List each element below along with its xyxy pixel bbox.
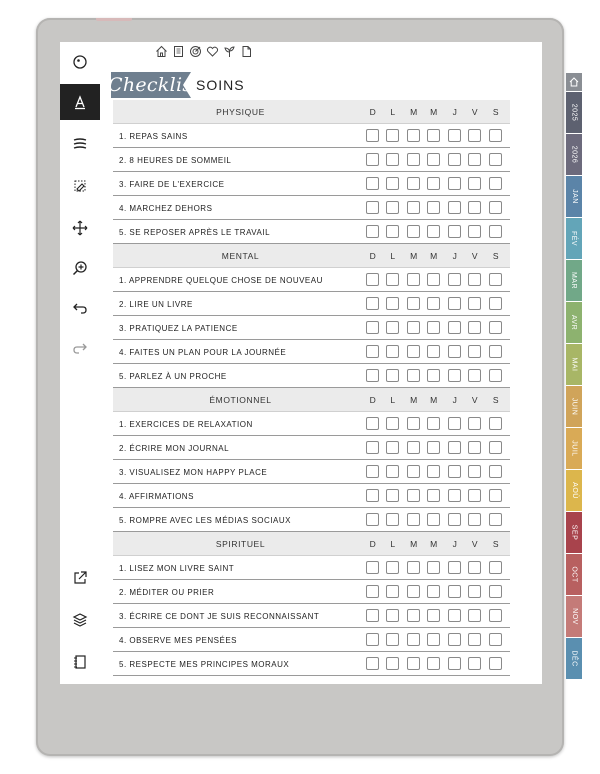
item-label: 1. APPRENDRE QUELQUE CHOSE DE NOUVEAU bbox=[119, 276, 323, 285]
tab-home[interactable] bbox=[566, 73, 582, 91]
day-checkbox[interactable] bbox=[427, 345, 440, 358]
day-checkbox[interactable] bbox=[427, 153, 440, 166]
day-checkbox[interactable] bbox=[468, 489, 481, 502]
day-checkbox[interactable] bbox=[468, 513, 481, 526]
export-icon bbox=[72, 570, 88, 586]
day-checkbox[interactable] bbox=[386, 177, 399, 190]
day-checkbox[interactable] bbox=[448, 657, 461, 670]
day-checkbox[interactable] bbox=[427, 225, 440, 238]
zoom-button[interactable] bbox=[60, 250, 100, 286]
tab-label: AVR bbox=[570, 314, 578, 331]
tab-fév[interactable] bbox=[566, 218, 582, 259]
day-checkbox[interactable] bbox=[386, 609, 399, 622]
day-checkbox[interactable] bbox=[448, 585, 461, 598]
table-row bbox=[113, 364, 510, 388]
device-notch bbox=[96, 18, 132, 21]
section-header bbox=[113, 532, 510, 556]
redo-button[interactable] bbox=[60, 330, 100, 366]
section-name: MENTAL bbox=[221, 251, 260, 261]
tab-jan[interactable] bbox=[566, 176, 582, 217]
day-checkbox[interactable] bbox=[407, 441, 420, 454]
item-label: 1. LISEZ MON LIVRE SAINT bbox=[119, 564, 235, 573]
stroke-tool-button[interactable] bbox=[60, 126, 100, 162]
day-label: M bbox=[410, 251, 418, 261]
day-checkbox[interactable] bbox=[407, 585, 420, 598]
day-checkbox[interactable] bbox=[407, 369, 420, 382]
day-checkbox[interactable] bbox=[386, 297, 399, 310]
day-checkbox[interactable] bbox=[489, 465, 502, 478]
table-row bbox=[113, 268, 510, 292]
tab-juil[interactable] bbox=[566, 428, 582, 469]
day-label: L bbox=[390, 107, 396, 117]
tab-sep[interactable] bbox=[566, 512, 582, 553]
day-checkbox[interactable] bbox=[468, 297, 481, 310]
day-checkbox[interactable] bbox=[386, 585, 399, 598]
tab-label: DÉC bbox=[570, 650, 578, 667]
day-checkbox[interactable] bbox=[427, 561, 440, 574]
day-checkbox[interactable] bbox=[366, 609, 379, 622]
day-label: D bbox=[369, 395, 377, 405]
day-checkbox[interactable] bbox=[386, 633, 399, 646]
day-checkbox[interactable] bbox=[489, 633, 502, 646]
home-icon bbox=[569, 77, 579, 87]
day-checkbox[interactable] bbox=[407, 609, 420, 622]
item-label: 4. AFFIRMATIONS bbox=[119, 492, 194, 501]
day-checkbox[interactable] bbox=[366, 561, 379, 574]
day-checkbox[interactable] bbox=[386, 417, 399, 430]
day-checkbox[interactable] bbox=[366, 297, 379, 310]
day-checkbox[interactable] bbox=[427, 321, 440, 334]
layers-icon bbox=[72, 612, 88, 628]
day-checkbox[interactable] bbox=[427, 177, 440, 190]
day-checkbox[interactable] bbox=[427, 465, 440, 478]
day-checkbox[interactable] bbox=[386, 273, 399, 286]
day-checkbox[interactable] bbox=[366, 273, 379, 286]
tab-mai[interactable] bbox=[566, 344, 582, 385]
heart-icon[interactable] bbox=[206, 45, 219, 58]
checklist-table bbox=[113, 100, 510, 676]
tab-juin[interactable] bbox=[566, 386, 582, 427]
redo-icon bbox=[72, 340, 88, 356]
day-checkbox[interactable] bbox=[448, 177, 461, 190]
day-checkbox[interactable] bbox=[427, 129, 440, 142]
tab-avr[interactable] bbox=[566, 302, 582, 343]
table-row bbox=[113, 508, 510, 532]
day-checkbox[interactable] bbox=[366, 585, 379, 598]
tab-oct[interactable] bbox=[566, 554, 582, 595]
tab-label: MAI bbox=[570, 357, 578, 372]
day-label: S bbox=[492, 251, 500, 261]
day-label: M bbox=[430, 107, 438, 117]
day-checkbox[interactable] bbox=[489, 657, 502, 670]
item-label: 2. 8 HEURES DE SOMMEIL bbox=[119, 156, 232, 165]
day-checkbox[interactable] bbox=[468, 153, 481, 166]
day-checkbox[interactable] bbox=[427, 417, 440, 430]
section-name: SPIRITUEL bbox=[215, 539, 266, 549]
pen-tool-button[interactable] bbox=[60, 84, 100, 120]
day-checkbox[interactable] bbox=[366, 633, 379, 646]
tab-label: MAR bbox=[570, 271, 578, 290]
day-checkbox[interactable] bbox=[448, 561, 461, 574]
day-checkbox[interactable] bbox=[448, 297, 461, 310]
tab-déc[interactable] bbox=[566, 638, 582, 679]
tablet-device bbox=[36, 18, 578, 756]
day-checkbox[interactable] bbox=[366, 201, 379, 214]
day-label: J bbox=[452, 251, 458, 261]
day-checkbox[interactable] bbox=[407, 225, 420, 238]
table-row bbox=[113, 220, 510, 244]
section-name: PHYSIQUE bbox=[216, 107, 265, 117]
day-checkbox[interactable] bbox=[468, 177, 481, 190]
day-checkbox[interactable] bbox=[366, 153, 379, 166]
day-checkbox[interactable] bbox=[407, 129, 420, 142]
day-checkbox[interactable] bbox=[468, 417, 481, 430]
day-checkbox[interactable] bbox=[366, 441, 379, 454]
day-checkbox[interactable] bbox=[448, 153, 461, 166]
day-checkbox[interactable] bbox=[468, 609, 481, 622]
day-checkbox[interactable] bbox=[468, 225, 481, 238]
tab-label: SEP bbox=[570, 524, 578, 541]
home-icon[interactable] bbox=[155, 45, 168, 58]
day-label: M bbox=[410, 107, 418, 117]
day-checkbox[interactable] bbox=[427, 297, 440, 310]
page-title: SOINS bbox=[196, 77, 245, 93]
day-label: L bbox=[390, 539, 396, 549]
target-icon[interactable] bbox=[189, 45, 202, 58]
day-checkbox[interactable] bbox=[427, 657, 440, 670]
day-checkbox[interactable] bbox=[448, 417, 461, 430]
move-icon bbox=[72, 220, 88, 236]
day-checkbox[interactable] bbox=[366, 657, 379, 670]
day-checkbox[interactable] bbox=[386, 129, 399, 142]
day-checkbox[interactable] bbox=[407, 513, 420, 526]
day-checkbox[interactable] bbox=[407, 273, 420, 286]
day-label: J bbox=[452, 539, 458, 549]
table-row bbox=[113, 580, 510, 604]
top-nav-icons bbox=[155, 45, 253, 58]
day-checkbox[interactable] bbox=[448, 609, 461, 622]
item-label: 2. ÉCRIRE MON JOURNAL bbox=[119, 444, 230, 453]
day-checkbox[interactable] bbox=[407, 489, 420, 502]
item-label: 3. FAIRE DE L'EXERCICE bbox=[119, 180, 225, 189]
day-checkbox[interactable] bbox=[489, 417, 502, 430]
day-checkbox[interactable] bbox=[407, 633, 420, 646]
day-checkbox[interactable] bbox=[386, 465, 399, 478]
table-row bbox=[113, 652, 510, 676]
day-label: M bbox=[430, 395, 438, 405]
day-checkbox[interactable] bbox=[427, 585, 440, 598]
day-label: M bbox=[410, 395, 418, 405]
day-checkbox[interactable] bbox=[489, 129, 502, 142]
day-checkbox[interactable] bbox=[448, 633, 461, 646]
item-label: 4. MARCHEZ DEHORS bbox=[119, 204, 213, 213]
day-checkbox[interactable] bbox=[366, 345, 379, 358]
zoom-in-icon bbox=[72, 260, 88, 276]
section-name: ÉMOTIONNEL bbox=[209, 395, 272, 405]
circle-menu-icon bbox=[72, 54, 88, 70]
day-label: J bbox=[452, 107, 458, 117]
table-row bbox=[113, 316, 510, 340]
day-checkbox[interactable] bbox=[366, 513, 379, 526]
day-checkbox[interactable] bbox=[468, 561, 481, 574]
day-checkbox[interactable] bbox=[489, 441, 502, 454]
day-label: V bbox=[471, 539, 479, 549]
day-checkbox[interactable] bbox=[448, 489, 461, 502]
tab-label: JUIN bbox=[570, 397, 578, 416]
day-label: L bbox=[390, 251, 396, 261]
day-checkbox[interactable] bbox=[468, 633, 481, 646]
notebook-icon bbox=[72, 654, 88, 670]
page-icon[interactable] bbox=[240, 45, 253, 58]
day-checkbox[interactable] bbox=[366, 321, 379, 334]
menu-button[interactable] bbox=[60, 44, 100, 80]
day-checkbox[interactable] bbox=[427, 513, 440, 526]
day-checkbox[interactable] bbox=[366, 177, 379, 190]
day-label: V bbox=[471, 395, 479, 405]
screen bbox=[60, 42, 578, 684]
day-label: J bbox=[452, 395, 458, 405]
tab-aoû[interactable] bbox=[566, 470, 582, 511]
table-row bbox=[113, 604, 510, 628]
tab-label: AOÛ bbox=[570, 482, 578, 499]
day-checkbox[interactable] bbox=[366, 129, 379, 142]
day-checkbox[interactable] bbox=[386, 489, 399, 502]
table-row bbox=[113, 556, 510, 580]
item-label: 1. REPAS SAINS bbox=[119, 132, 188, 141]
item-label: 3. PRATIQUEZ LA PATIENCE bbox=[119, 324, 238, 333]
day-checkbox[interactable] bbox=[407, 297, 420, 310]
day-checkbox[interactable] bbox=[448, 441, 461, 454]
section-header bbox=[113, 244, 510, 268]
day-checkbox[interactable] bbox=[386, 441, 399, 454]
day-checkbox[interactable] bbox=[468, 441, 481, 454]
eraser-tool-button[interactable] bbox=[60, 168, 100, 204]
day-checkbox[interactable] bbox=[489, 177, 502, 190]
tab-2025[interactable] bbox=[566, 92, 582, 133]
day-checkbox[interactable] bbox=[386, 225, 399, 238]
day-checkbox[interactable] bbox=[386, 369, 399, 382]
share-button[interactable] bbox=[60, 560, 100, 596]
item-label: 4. FAITES UN PLAN POUR LA JOURNÉE bbox=[119, 348, 287, 357]
day-checkbox[interactable] bbox=[468, 201, 481, 214]
day-label: M bbox=[430, 539, 438, 549]
table-row bbox=[113, 124, 510, 148]
table-row bbox=[113, 292, 510, 316]
day-checkbox[interactable] bbox=[489, 153, 502, 166]
tab-label: 2026 bbox=[570, 145, 578, 164]
table-row bbox=[113, 148, 510, 172]
day-checkbox[interactable] bbox=[407, 345, 420, 358]
day-checkbox[interactable] bbox=[489, 585, 502, 598]
day-label: V bbox=[471, 251, 479, 261]
item-label: 2. LIRE UN LIVRE bbox=[119, 300, 193, 309]
day-label: M bbox=[430, 251, 438, 261]
day-checkbox[interactable] bbox=[468, 465, 481, 478]
tab-nov[interactable] bbox=[566, 596, 582, 637]
month-tabs bbox=[566, 73, 582, 680]
day-checkbox[interactable] bbox=[448, 201, 461, 214]
day-checkbox[interactable] bbox=[489, 273, 502, 286]
tab-2026[interactable] bbox=[566, 134, 582, 175]
tab-label: 2025 bbox=[570, 103, 578, 122]
section-header bbox=[113, 388, 510, 412]
day-checkbox[interactable] bbox=[366, 465, 379, 478]
day-checkbox[interactable] bbox=[427, 369, 440, 382]
day-label: S bbox=[492, 539, 500, 549]
day-checkbox[interactable] bbox=[448, 273, 461, 286]
day-checkbox[interactable] bbox=[448, 321, 461, 334]
tab-label: FÉV bbox=[570, 230, 578, 247]
day-checkbox[interactable] bbox=[468, 129, 481, 142]
item-label: 4. OBSERVE MES PENSÉES bbox=[119, 636, 238, 645]
notebook-icon[interactable] bbox=[172, 45, 185, 58]
undo-button[interactable] bbox=[60, 290, 100, 326]
table-row bbox=[113, 460, 510, 484]
lines-icon bbox=[72, 136, 88, 152]
item-label: 5. ROMPRE AVEC LES MÉDIAS SOCIAUX bbox=[119, 516, 291, 525]
pen-tip-icon bbox=[72, 94, 88, 110]
day-label: D bbox=[369, 539, 377, 549]
day-checkbox[interactable] bbox=[407, 561, 420, 574]
day-checkbox[interactable] bbox=[489, 489, 502, 502]
section-header bbox=[113, 100, 510, 124]
day-checkbox[interactable] bbox=[407, 465, 420, 478]
day-checkbox[interactable] bbox=[427, 633, 440, 646]
eraser-icon bbox=[72, 178, 88, 194]
day-checkbox[interactable] bbox=[427, 609, 440, 622]
day-label: S bbox=[492, 395, 500, 405]
day-checkbox[interactable] bbox=[407, 201, 420, 214]
day-checkbox[interactable] bbox=[448, 369, 461, 382]
item-label: 5. RESPECTE MES PRINCIPES MORAUX bbox=[119, 660, 290, 669]
day-checkbox[interactable] bbox=[489, 513, 502, 526]
table-row bbox=[113, 484, 510, 508]
table-row bbox=[113, 172, 510, 196]
item-label: 3. ÉCRIRE CE DONT JE SUIS RECONNAISSANT bbox=[119, 612, 320, 621]
day-checkbox[interactable] bbox=[366, 225, 379, 238]
day-checkbox[interactable] bbox=[407, 417, 420, 430]
day-checkbox[interactable] bbox=[448, 465, 461, 478]
day-checkbox[interactable] bbox=[489, 561, 502, 574]
day-checkbox[interactable] bbox=[407, 177, 420, 190]
day-checkbox[interactable] bbox=[489, 609, 502, 622]
item-label: 2. MÉDITER OU PRIER bbox=[119, 588, 215, 597]
day-checkbox[interactable] bbox=[386, 561, 399, 574]
day-checkbox[interactable] bbox=[448, 513, 461, 526]
day-checkbox[interactable] bbox=[407, 657, 420, 670]
day-checkbox[interactable] bbox=[386, 321, 399, 334]
tab-label: JUIL bbox=[570, 440, 578, 457]
day-label: V bbox=[471, 107, 479, 117]
day-checkbox[interactable] bbox=[386, 345, 399, 358]
day-checkbox[interactable] bbox=[468, 321, 481, 334]
day-checkbox[interactable] bbox=[489, 321, 502, 334]
table-row bbox=[113, 196, 510, 220]
day-checkbox[interactable] bbox=[489, 225, 502, 238]
undo-icon bbox=[72, 300, 88, 316]
day-checkbox[interactable] bbox=[366, 369, 379, 382]
day-checkbox[interactable] bbox=[427, 441, 440, 454]
left-toolbar bbox=[60, 42, 100, 684]
day-checkbox[interactable] bbox=[489, 297, 502, 310]
day-checkbox[interactable] bbox=[468, 585, 481, 598]
notebook-button[interactable] bbox=[60, 644, 100, 680]
day-checkbox[interactable] bbox=[427, 489, 440, 502]
day-checkbox[interactable] bbox=[427, 201, 440, 214]
day-checkbox[interactable] bbox=[427, 273, 440, 286]
day-checkbox[interactable] bbox=[448, 345, 461, 358]
item-label: 5. PARLEZ À UN PROCHE bbox=[119, 372, 227, 381]
day-checkbox[interactable] bbox=[407, 153, 420, 166]
day-checkbox[interactable] bbox=[407, 321, 420, 334]
move-tool-button[interactable] bbox=[60, 210, 100, 246]
item-label: 5. SE REPOSER APRÈS LE TRAVAIL bbox=[119, 228, 271, 237]
day-label: D bbox=[369, 107, 377, 117]
day-checkbox[interactable] bbox=[489, 201, 502, 214]
tab-label: OCT bbox=[570, 566, 578, 583]
day-checkbox[interactable] bbox=[366, 489, 379, 502]
table-row bbox=[113, 436, 510, 460]
day-checkbox[interactable] bbox=[489, 369, 502, 382]
day-label: M bbox=[410, 539, 418, 549]
day-label: L bbox=[390, 395, 396, 405]
day-checkbox[interactable] bbox=[386, 153, 399, 166]
day-checkbox[interactable] bbox=[386, 657, 399, 670]
tab-label: JAN bbox=[570, 189, 578, 204]
title-script: Checklist bbox=[108, 74, 201, 96]
day-checkbox[interactable] bbox=[489, 345, 502, 358]
table-row bbox=[113, 340, 510, 364]
day-label: D bbox=[369, 251, 377, 261]
day-label: S bbox=[492, 107, 500, 117]
day-checkbox[interactable] bbox=[386, 513, 399, 526]
item-label: 1. EXERCICES DE RELAXATION bbox=[119, 420, 253, 429]
tab-mar[interactable] bbox=[566, 260, 582, 301]
table-row bbox=[113, 412, 510, 436]
day-checkbox[interactable] bbox=[448, 129, 461, 142]
day-checkbox[interactable] bbox=[468, 273, 481, 286]
day-checkbox[interactable] bbox=[366, 417, 379, 430]
layers-button[interactable] bbox=[60, 602, 100, 638]
table-row bbox=[113, 628, 510, 652]
sprout-icon[interactable] bbox=[223, 45, 236, 58]
day-checkbox[interactable] bbox=[468, 369, 481, 382]
item-label: 3. VISUALISEZ MON HAPPY PLACE bbox=[119, 468, 268, 477]
day-checkbox[interactable] bbox=[468, 657, 481, 670]
day-checkbox[interactable] bbox=[468, 345, 481, 358]
day-checkbox[interactable] bbox=[386, 201, 399, 214]
tab-label: NOV bbox=[570, 608, 578, 625]
day-checkbox[interactable] bbox=[448, 225, 461, 238]
checklist-page bbox=[100, 42, 578, 684]
